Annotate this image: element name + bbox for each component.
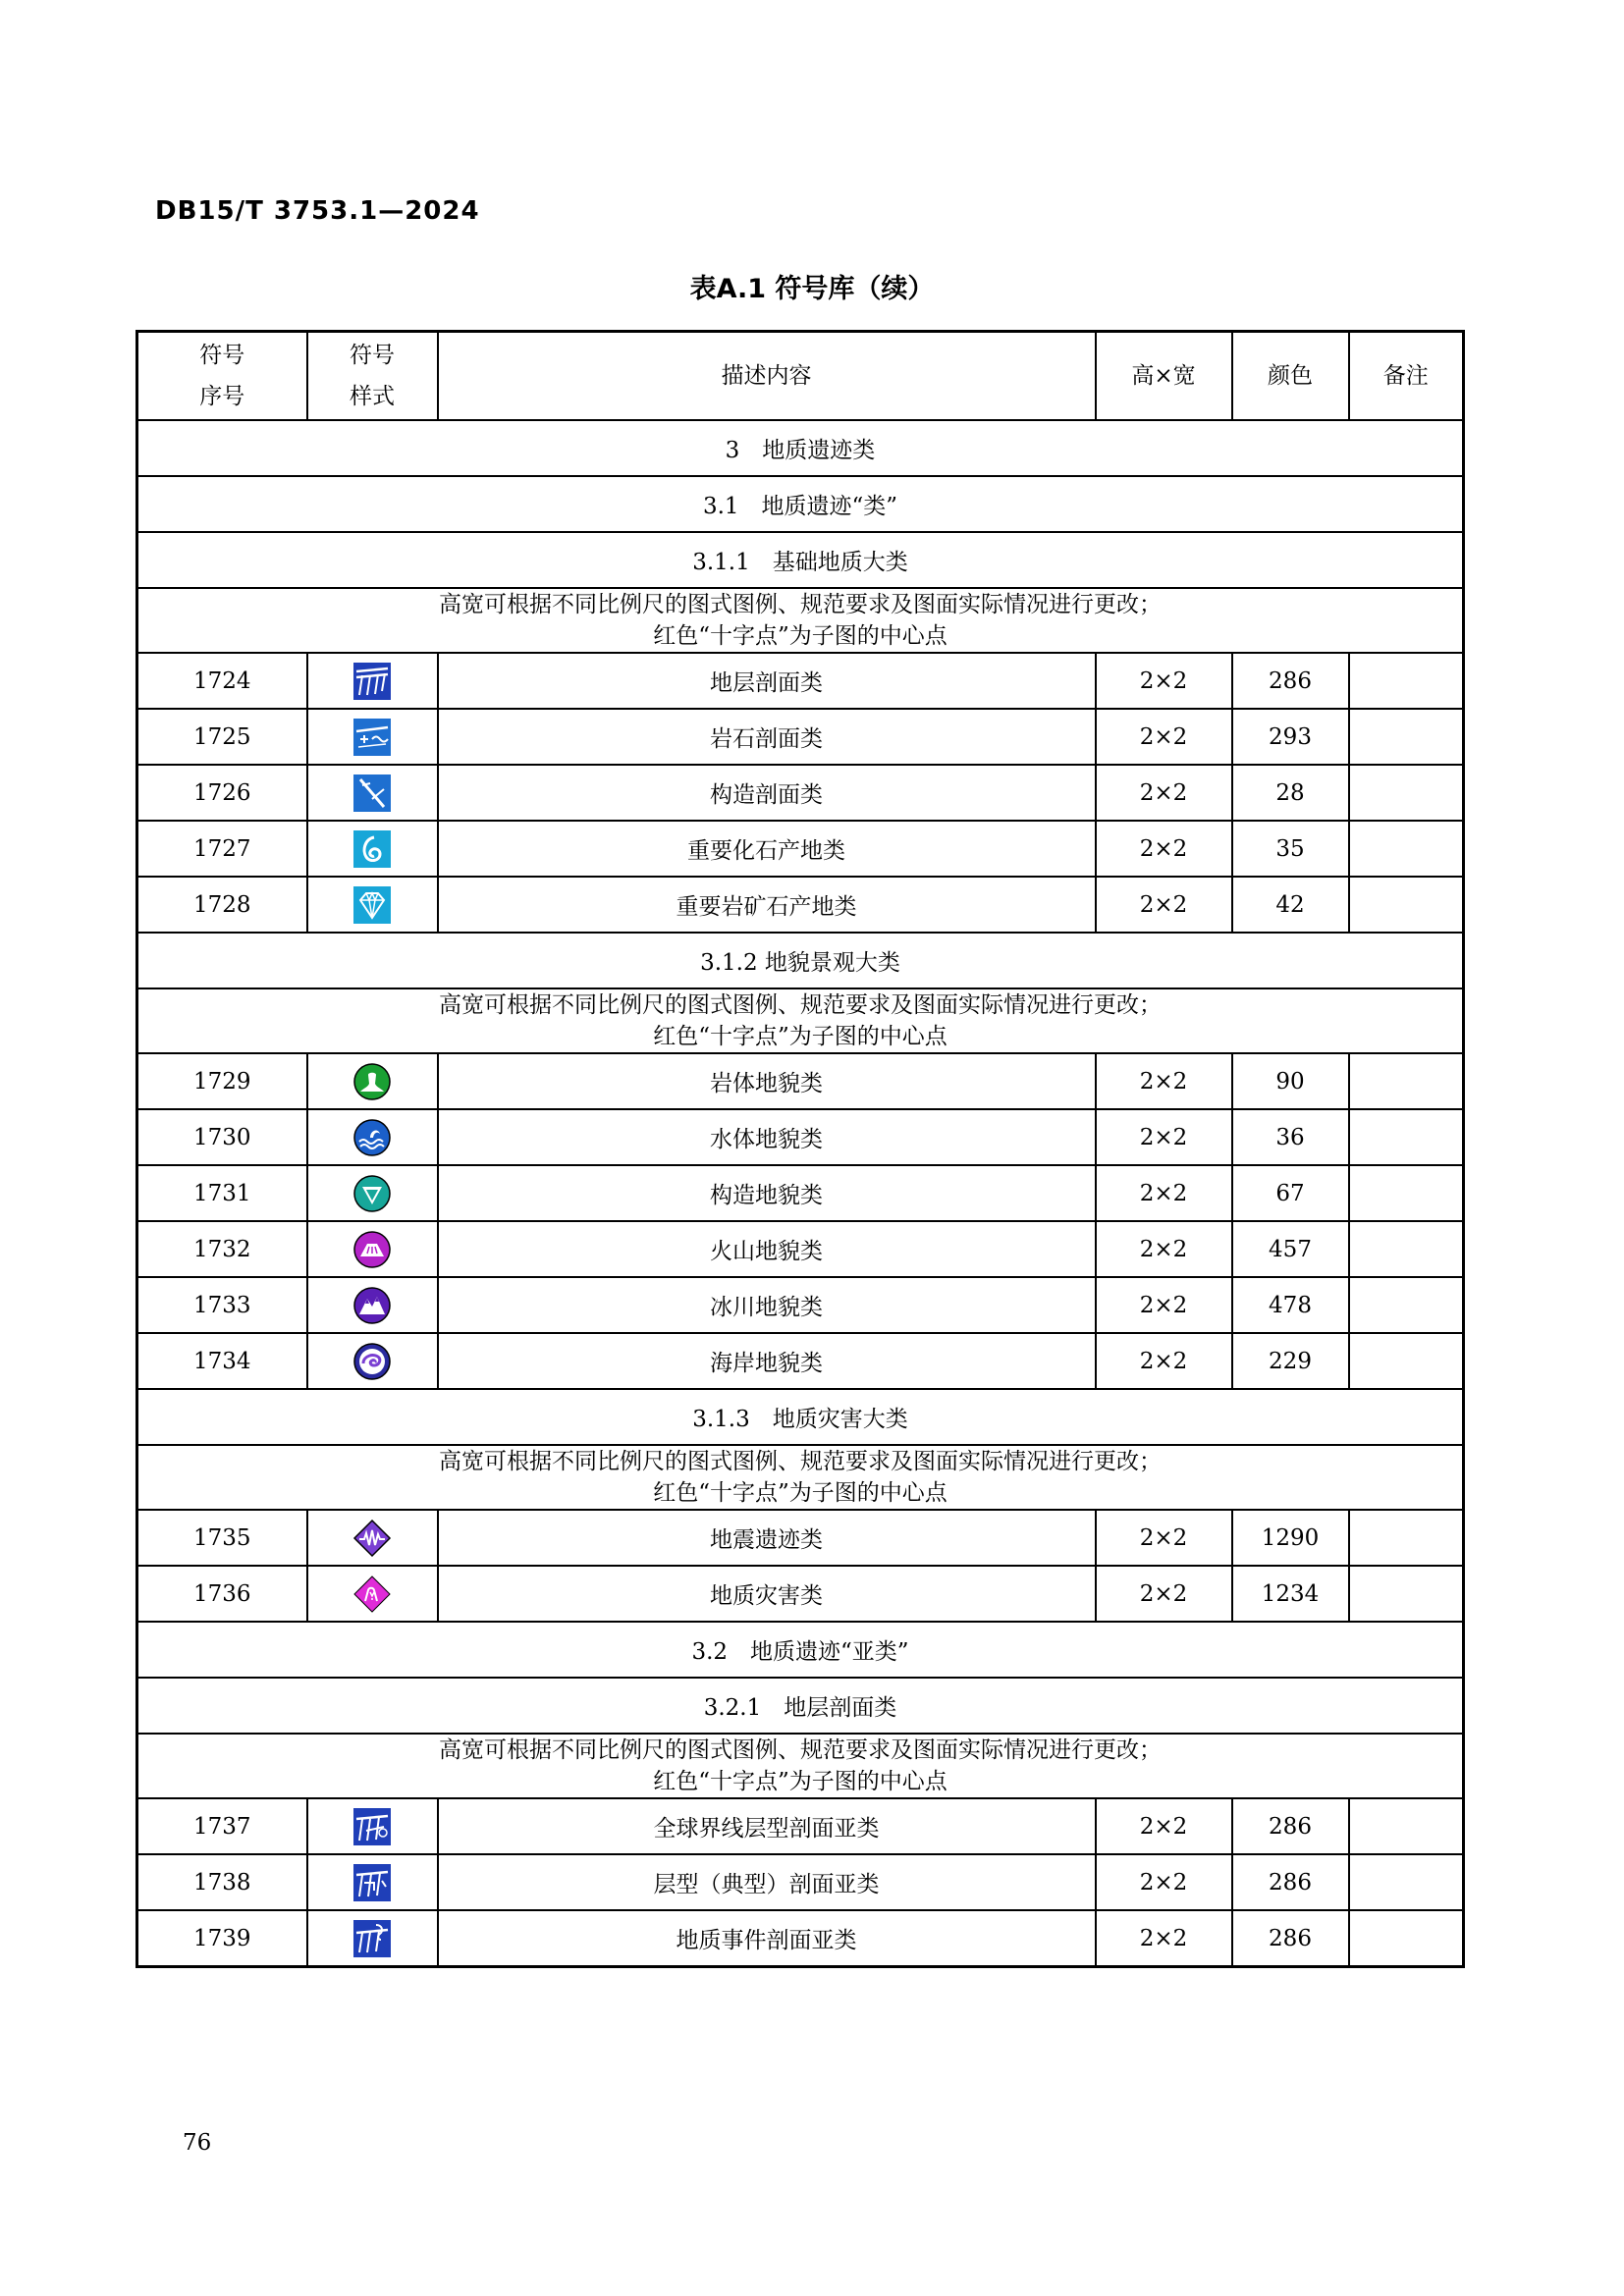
col-color: 颜色 (1232, 332, 1349, 421)
symbol-color: 28 (1232, 765, 1349, 821)
earthquake-relic-icon (352, 1519, 392, 1558)
symbol-seq: 1734 (137, 1333, 307, 1389)
event-profile-icon (352, 1919, 392, 1958)
fossil-site-icon (352, 829, 392, 869)
symbol-description: 全球界线层型剖面亚类 (438, 1798, 1096, 1854)
table-row (137, 1221, 1464, 1277)
symbol-description: 冰川地貌类 (438, 1277, 1096, 1333)
symbol-seq: 1732 (137, 1221, 307, 1277)
symbol-color: 286 (1232, 1910, 1349, 1967)
symbol-color: 286 (1232, 653, 1349, 709)
rock-profile-icon (352, 718, 392, 757)
symbol-remark (1349, 1798, 1464, 1854)
symbol-description: 岩石剖面类 (438, 709, 1096, 765)
table-row (137, 1910, 1464, 1967)
symbol-remark (1349, 1333, 1464, 1389)
symbol-seq: 1736 (137, 1566, 307, 1622)
col-symbol-seq: 符号 序号 (137, 332, 307, 421)
symbol-seq: 1729 (137, 1053, 307, 1109)
section-heading: 3.2.1 地层剖面类 (137, 1678, 1464, 1734)
section-heading: 3.1 地质遗迹“类” (137, 476, 1464, 532)
symbol-description: 重要化石产地类 (438, 821, 1096, 877)
symbol-seq: 1733 (137, 1277, 307, 1333)
symbol-seq: 1730 (137, 1109, 307, 1165)
table-row (137, 1333, 1464, 1389)
symbol-remark (1349, 1910, 1464, 1967)
symbol-color: 478 (1232, 1277, 1349, 1333)
symbol-description: 海岸地貌类 (438, 1333, 1096, 1389)
stratotype-profile-icon (352, 1863, 392, 1902)
symbol-color: 42 (1232, 877, 1349, 933)
gssp-profile-icon (352, 1807, 392, 1846)
symbol-seq: 1735 (137, 1510, 307, 1566)
symbol-size: 2×2 (1096, 1510, 1232, 1566)
symbol-remark (1349, 821, 1464, 877)
symbol-description: 岩体地貌类 (438, 1053, 1096, 1109)
symbol-seq: 1739 (137, 1910, 307, 1967)
symbol-description: 地质事件剖面亚类 (438, 1910, 1096, 1967)
symbol-size: 2×2 (1096, 1109, 1232, 1165)
symbol-color: 286 (1232, 1854, 1349, 1910)
table-row (137, 821, 1464, 877)
section-heading: 3.1.2 地貌景观大类 (137, 933, 1464, 988)
header-row (137, 332, 1464, 421)
table-row (137, 709, 1464, 765)
symbol-remark (1349, 1165, 1464, 1221)
water-landform-icon (352, 1118, 392, 1157)
symbol-color: 457 (1232, 1221, 1349, 1277)
symbol-size: 2×2 (1096, 1798, 1232, 1854)
symbol-remark (1349, 765, 1464, 821)
symbol-library-table (135, 330, 1465, 1968)
symbol-remark (1349, 1854, 1464, 1910)
symbol-color: 293 (1232, 709, 1349, 765)
table-row (137, 1510, 1464, 1566)
symbol-seq: 1731 (137, 1165, 307, 1221)
symbol-color: 90 (1232, 1053, 1349, 1109)
table-row (137, 653, 1464, 709)
symbol-size: 2×2 (1096, 821, 1232, 877)
symbol-size: 2×2 (1096, 1566, 1232, 1622)
size-note: 高宽可根据不同比例尺的图式图例、规范要求及图面实际情况进行更改； 红色“十字点”为子图的中心点 (137, 588, 1464, 653)
document-code: DB15/T 3753.1—2024 (155, 196, 480, 226)
symbol-color: 229 (1232, 1333, 1349, 1389)
table-title: 表A.1 符号库（续） (689, 274, 935, 304)
symbol-size: 2×2 (1096, 1910, 1232, 1967)
symbol-seq: 1728 (137, 877, 307, 933)
symbol-description: 火山地貌类 (438, 1221, 1096, 1277)
symbol-size: 2×2 (1096, 1053, 1232, 1109)
col-symbol-style: 符号 样式 (307, 332, 438, 421)
symbol-remark (1349, 1566, 1464, 1622)
symbol-remark (1349, 709, 1464, 765)
symbol-seq: 1727 (137, 821, 307, 877)
symbol-seq: 1725 (137, 709, 307, 765)
symbol-seq: 1726 (137, 765, 307, 821)
symbol-size: 2×2 (1096, 1277, 1232, 1333)
table-row (137, 1798, 1464, 1854)
table-row (137, 1854, 1464, 1910)
symbol-size: 2×2 (1096, 877, 1232, 933)
geohazard-icon (352, 1575, 392, 1614)
symbol-description: 层型（典型）剖面亚类 (438, 1854, 1096, 1910)
table-row (137, 877, 1464, 933)
table-row (137, 1566, 1464, 1622)
symbol-size: 2×2 (1096, 765, 1232, 821)
symbol-remark (1349, 1109, 1464, 1165)
symbol-seq: 1724 (137, 653, 307, 709)
col-description: 描述内容 (438, 332, 1096, 421)
symbol-color: 67 (1232, 1165, 1349, 1221)
symbol-color: 36 (1232, 1109, 1349, 1165)
symbol-remark (1349, 1277, 1464, 1333)
section-heading: 3 地质遗迹类 (137, 420, 1464, 476)
table-row (137, 1165, 1464, 1221)
table-row (137, 1109, 1464, 1165)
size-note: 高宽可根据不同比例尺的图式图例、规范要求及图面实际情况进行更改； 红色“十字点”为子图的中心点 (137, 1445, 1464, 1510)
volcano-landform-icon (352, 1230, 392, 1269)
size-note: 高宽可根据不同比例尺的图式图例、规范要求及图面实际情况进行更改； 红色“十字点”为子图的中心点 (137, 988, 1464, 1053)
symbol-seq: 1738 (137, 1854, 307, 1910)
symbol-size: 2×2 (1096, 1221, 1232, 1277)
strata-profile-icon (352, 662, 392, 701)
symbol-color: 1290 (1232, 1510, 1349, 1566)
mineral-site-icon (352, 885, 392, 925)
symbol-description: 构造地貌类 (438, 1165, 1096, 1221)
symbol-description: 水体地貌类 (438, 1109, 1096, 1165)
section-heading: 3.1.3 地质灾害大类 (137, 1389, 1464, 1445)
symbol-description: 地质灾害类 (438, 1566, 1096, 1622)
symbol-remark (1349, 653, 1464, 709)
symbol-remark (1349, 1221, 1464, 1277)
table-row (137, 1053, 1464, 1109)
symbol-size: 2×2 (1096, 653, 1232, 709)
page-number: 76 (183, 2130, 212, 2156)
symbol-color: 286 (1232, 1798, 1349, 1854)
symbol-size: 2×2 (1096, 1854, 1232, 1910)
tectonic-landform-icon (352, 1174, 392, 1213)
symbol-color: 1234 (1232, 1566, 1349, 1622)
symbol-size: 2×2 (1096, 709, 1232, 765)
symbol-description: 地震遗迹类 (438, 1510, 1096, 1566)
symbol-remark (1349, 877, 1464, 933)
glacier-landform-icon (352, 1286, 392, 1325)
symbol-remark (1349, 1053, 1464, 1109)
symbol-color: 35 (1232, 821, 1349, 877)
symbol-description: 地层剖面类 (438, 653, 1096, 709)
col-remark: 备注 (1349, 332, 1464, 421)
symbol-description: 重要岩矿石产地类 (438, 877, 1096, 933)
section-heading: 3.2 地质遗迹“亚类” (137, 1622, 1464, 1678)
size-note: 高宽可根据不同比例尺的图式图例、规范要求及图面实际情况进行更改； 红色“十字点”为子图的中心点 (137, 1734, 1464, 1798)
table-row (137, 765, 1464, 821)
symbol-size: 2×2 (1096, 1333, 1232, 1389)
table-row (137, 1277, 1464, 1333)
symbol-seq: 1737 (137, 1798, 307, 1854)
symbol-description: 构造剖面类 (438, 765, 1096, 821)
symbol-size: 2×2 (1096, 1165, 1232, 1221)
symbol-remark (1349, 1510, 1464, 1566)
section-heading: 3.1.1 基础地质大类 (137, 532, 1464, 588)
col-size: 高×宽 (1096, 332, 1232, 421)
structure-profile-icon (352, 774, 392, 813)
rock-landform-icon (352, 1062, 392, 1101)
coast-landform-icon (352, 1342, 392, 1381)
